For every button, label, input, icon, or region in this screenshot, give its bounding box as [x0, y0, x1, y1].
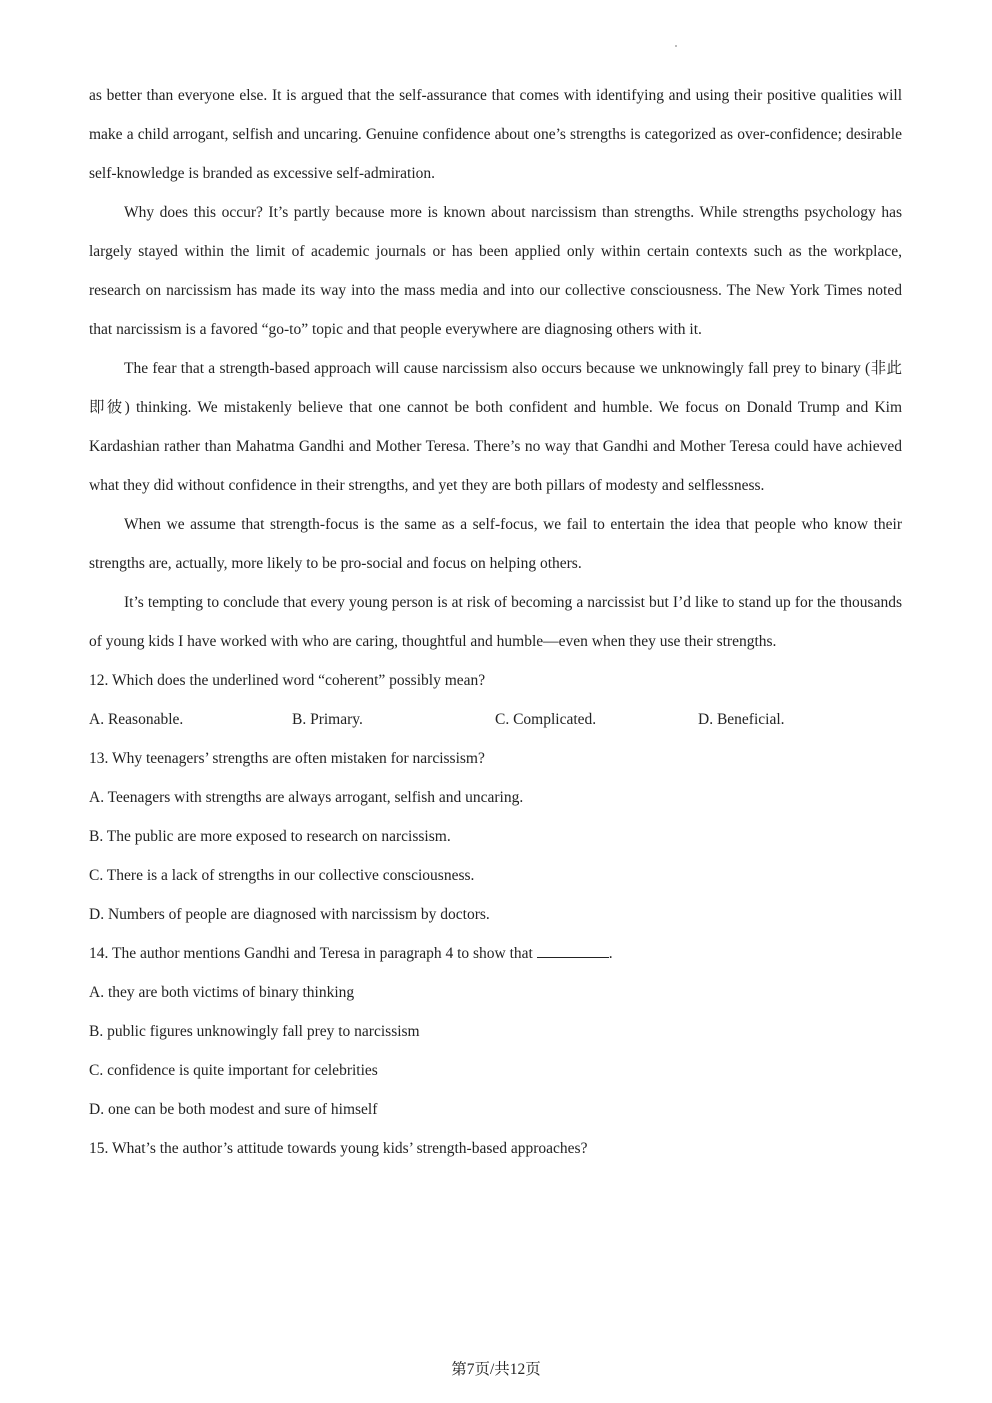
question-14-stem [89, 934, 902, 973]
question-12-option-b: B. Primary. [292, 711, 363, 728]
passage-paragraph-2: Why does this occur? It’s partly because more is known about narcissism than strengths. While strengths psychology has largely stayed within the limit of academic journals or has been applied only within certain contexts such as the workplace, research on narcissism has made its way into the mass media and into our collective consciousness. The New York Times noted that narcissism is a favored “go-to” topic and that people everywhere are diagnosing others with it. [89, 204, 902, 338]
question-15-stem: 15. What’s the author’s attitude towards young kids’ strength-based approaches? [89, 1140, 588, 1157]
scan-speck [675, 45, 677, 47]
question-13-option-d: D. Numbers of people are diagnosed with narcissism by doctors. [89, 906, 490, 923]
passage-paragraph-4: When we assume that strength-focus is the same as a self-focus, we fail to entertain the idea that people who know their strengths are, actually, more likely to be pro-social and focus on helping others. [89, 516, 902, 572]
passage-paragraph-1: as better than everyone else. It is argued that the self-assurance that comes with identifying and using their positive qualities will make a child arrogant, selfish and uncaring. Genuine confidence about one’s strengths is categorized as over-confidence; desirable self-knowledge is branded as excessive self-admiration. [89, 87, 902, 182]
question-13-option-c: C. There is a lack of strengths in our collective consciousness. [89, 867, 475, 884]
page-number-footer: 第7页/共12页 [451, 1361, 541, 1378]
question-12-options [89, 700, 902, 739]
question-14-option-d: D. one can be both modest and sure of himself [89, 1101, 378, 1118]
question-13-stem: 13. Why teenagers’ strengths are often mistaken for narcissism? [89, 750, 485, 767]
passage-paragraph-5: It’s tempting to conclude that every young person is at risk of becoming a narcissist but I’d like to stand up for the thousands of young kids I have worked with who are caring, thoughtful and humble—even when they use their strengths. [89, 594, 902, 650]
question-12-option-d: D. Beneficial. [698, 711, 785, 728]
question-12-option-a: A. Reasonable. [89, 711, 184, 728]
question-14-option-a: A. they are both victims of binary thinking [89, 984, 355, 1001]
question-14-stem-end: . [608, 945, 613, 962]
question-13-option-a: A. Teenagers with strengths are always arrogant, selfish and uncaring. [89, 789, 524, 806]
passage-paragraph-3: The fear that a strength-based approach will cause narcissism also occurs because we unknowingly fall prey to binary (非此即彼) thinking. We mistakenly believe that one cannot be both confident and humble. We focus on Donald Trump and Kim Kardashian rather than Mahatma Gandhi and Mother Teresa. There’s no way that Gandhi and Mother Teresa could have achieved what they did without confidence in their strengths, and yet they are both pillars of modesty and selflessness. [89, 360, 902, 494]
question-13-option-b: B. The public are more exposed to research on narcissism. [89, 828, 451, 845]
question-12-stem: 12. Which does the underlined word “coherent” possibly mean? [89, 672, 486, 689]
question-14-stem-text: 14. The author mentions Gandhi and Teresa in paragraph 4 to show that [89, 945, 537, 962]
document-body [89, 76, 902, 1168]
question-12-option-c: C. Complicated. [495, 711, 597, 728]
answer-blank [537, 941, 609, 958]
question-14-option-c: C. confidence is quite important for celebrities [89, 1062, 378, 1079]
question-14-option-b: B. public figures unknowingly fall prey to narcissism [89, 1023, 420, 1040]
